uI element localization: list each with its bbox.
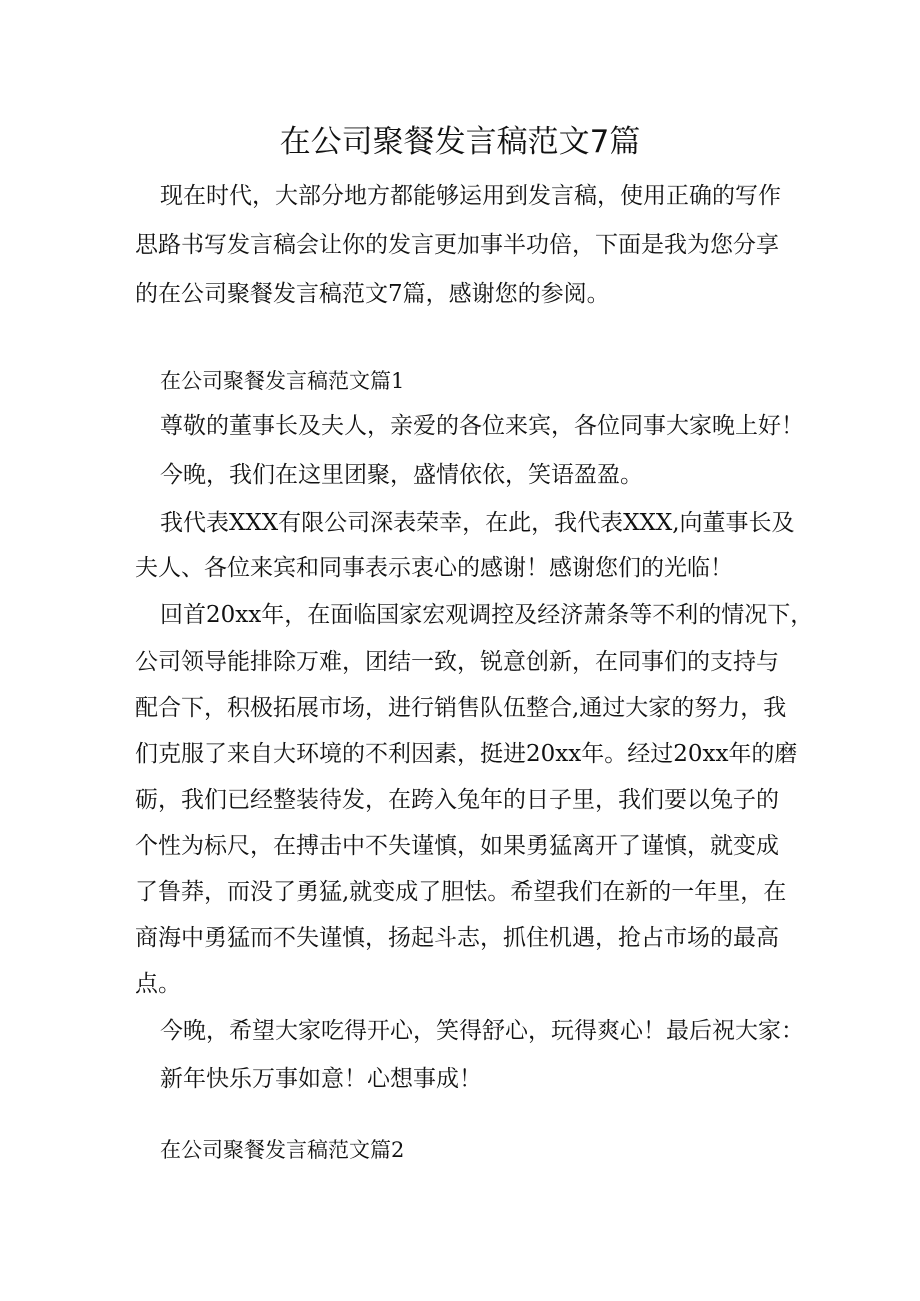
greeting-line: 尊敬的董事长及夫人，亲爱的各位来宾，各位同事大家晚上好！: [160, 413, 804, 439]
intro-line-2: 思路书写发言稿会让你的发言更加事半功倍，下面是我为您分享: [135, 232, 779, 258]
closing-line-1: 今晚，希望大家吃得开心，笑得舒心，玩得爽心！最后祝大家：: [160, 1018, 804, 1044]
intro-line-3: 的在公司聚餐发言稿范文7篇，感谢您的参阅。: [135, 281, 610, 307]
review-line-9: 点。: [135, 971, 181, 997]
review-line-1: 回首20xx年，在面临国家宏观调控及经济萧条等不利的情况下，: [160, 602, 814, 628]
intro-line-1: 现在时代，大部分地方都能够运用到发言稿，使用正确的写作: [160, 183, 781, 209]
closing-line-2: 新年快乐万事如意！心想事成！: [160, 1066, 482, 1092]
thanks-line-2: 夫人、各位来宾和同事表示衷心的感谢！感谢您们的光临！: [135, 555, 733, 581]
review-line-6: 个性为标尺，在搏击中不失谨慎，如果勇猛离开了谨慎，就变成: [135, 833, 779, 859]
tonight-line: 今晚，我们在这里团聚，盛情依依，笑语盈盈。: [160, 462, 643, 488]
document-title: 在公司聚餐发言稿范文7篇: [279, 124, 641, 160]
review-line-4: 们克服了来自大环境的不利因素，挺进20xx年。经过20xx年的磨: [135, 741, 798, 767]
review-line-3: 配合下，积极拓展市场，进行销售队伍整合,通过大家的努力，我: [135, 695, 787, 721]
thanks-line-1: 我代表XXX有限公司深表荣幸，在此，我代表XXX,向董事长及: [160, 510, 795, 536]
review-line-2: 公司领导能排除万难，团结一致，锐意创新，在同事们的支持与: [135, 649, 779, 675]
review-line-5: 砺，我们已经整装待发，在跨入兔年的日子里，我们要以兔子的: [135, 787, 779, 813]
section-2-heading: 在公司聚餐发言稿范文篇2: [160, 1138, 405, 1162]
review-line-7: 了鲁莽，而没了勇猛,就变成了胆怯。希望我们在新的一年里，在: [135, 879, 787, 905]
review-line-8: 商海中勇猛而不失谨慎，扬起斗志，抓住机遇，抢占市场的最高: [135, 925, 779, 951]
section-1-heading: 在公司聚餐发言稿范文篇1: [160, 369, 405, 393]
